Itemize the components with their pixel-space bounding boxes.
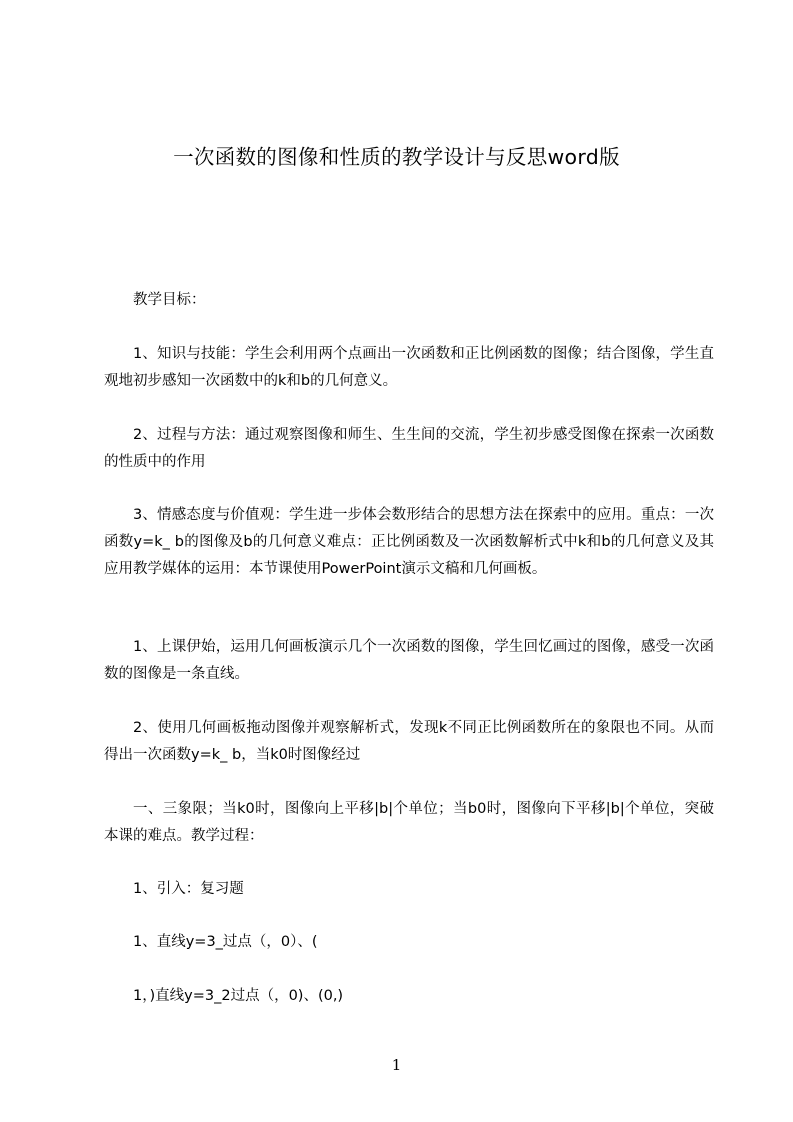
page-number: 1 — [391, 1056, 402, 1074]
paragraph-line-2: 1，)直线y=3_2过点（，0)、(0,) — [133, 988, 344, 1004]
paragraph-knowledge-skills: 1、知识与技能：学生会利用两个点画出一次函数和正比例函数的图像；结合图像，学生直观地初步感知一次函数中的k和b的几何意义。 — [104, 346, 714, 389]
paragraph-process-methods: 2、过程与方法：通过观察图像和师生、生生间的交流，学生初步感受图像在探索一次函数的性质中的作用 — [104, 427, 714, 470]
document-title: 一次函数的图像和性质的教学设计与反思word版 — [173, 145, 620, 169]
paragraph-class-start: 1、上课伊始，运用几何画板演示几个一次函数的图像，学生回忆画过的图像，感受一次函数的图像是一条直线。 — [104, 639, 714, 682]
paragraph-intro-review: 1、引入：复习题 — [133, 881, 244, 897]
paragraph-teaching-goals-heading: 教学目标： — [133, 292, 206, 308]
paragraph-quadrants: 一、三象限；当k0时，图像向上平移|b|个单位；当b0时，图像向下平移|b|个单位，突破本课的难点。教学过程： — [104, 801, 714, 844]
paragraph-geometry-drag: 2、使用几何画板拖动图像并观察解析式，发现k不同正比例函数所在的象限也不同。从而得出一次函数y=k_ b，当k0时图像经过 — [104, 720, 714, 763]
paragraph-attitude-values: 3、情感态度与价值观：学生进一步体会数形结合的思想方法在探索中的应用。重点：一次函数y=k_ b的图像及b的几何意义难点：正比例函数及一次函数解析式中k和b的几何意义及其应用教学媒体的运用：本节课使用PowerPoint演示文稿和几何画板。 — [104, 507, 714, 577]
paragraph-line-1: 1、直线y=3_过点（，0）、( — [133, 934, 318, 950]
